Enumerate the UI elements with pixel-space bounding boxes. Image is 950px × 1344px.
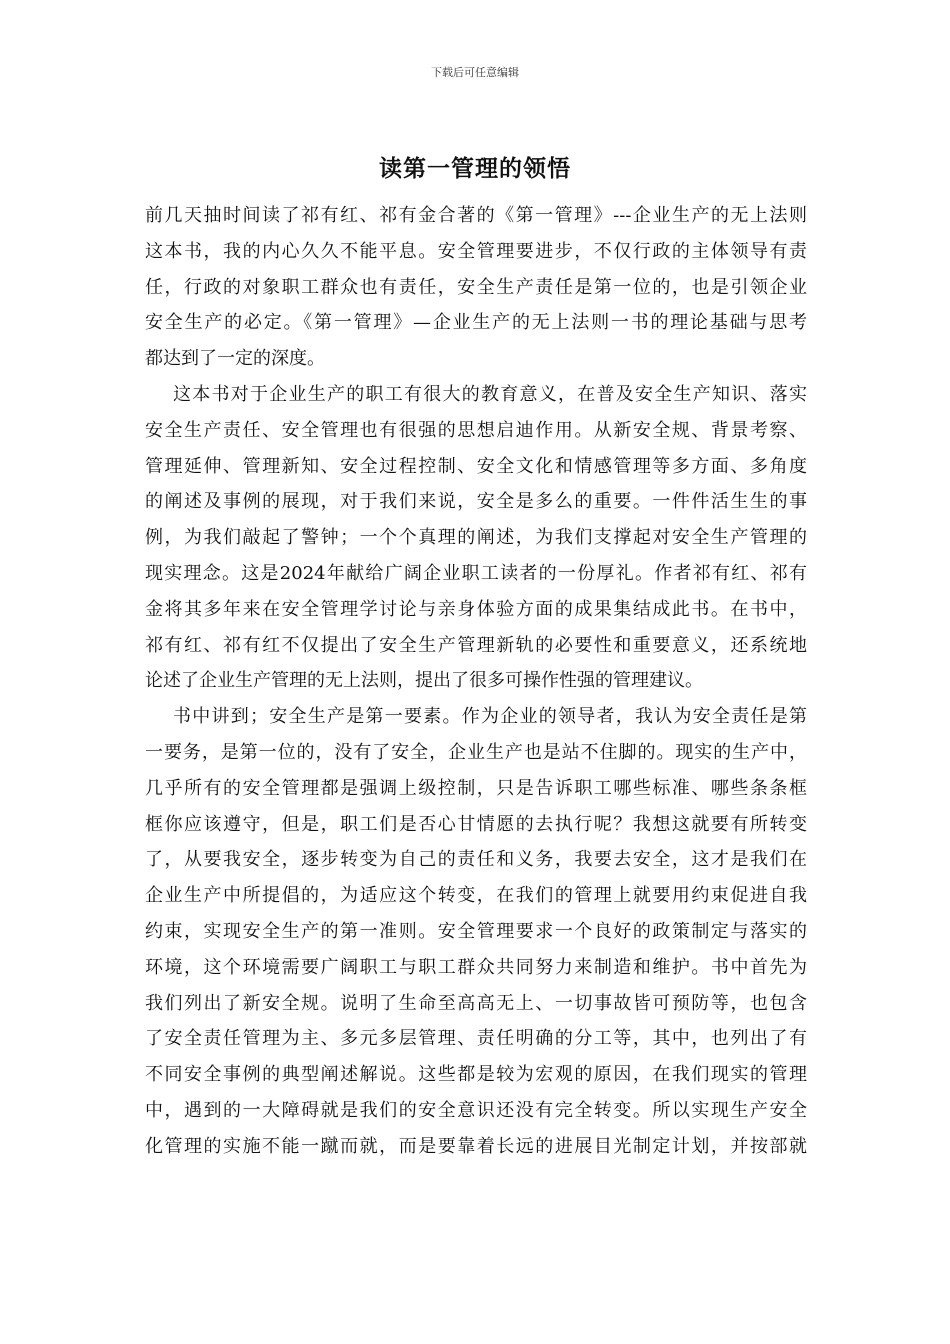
text-line: 不同安全事例的典型阐述解说。这些都是较为宏观的原因，在我们现实的管理 bbox=[145, 1064, 807, 1086]
text-line: 我们列出了新安全规。说明了生命至高高无上、一切事故皆可预防等，也包含 bbox=[145, 992, 807, 1014]
text-line: 任，行政的对象职工群众也有责任，安全生产责任是第一位的，也是引领企业 bbox=[145, 276, 807, 298]
text-line: 金将其多年来在安全管理学讨论与亲身体验方面的成果集结成此书。在书中， bbox=[145, 598, 807, 620]
text-line: 了安全责任管理为主、多元多层管理、责任明确的分工等，其中，也列出了有 bbox=[145, 1028, 807, 1050]
text-line: 框你应该遵守，但是，职工们是否心甘情愿的去执行呢？我想这就要有所转变 bbox=[145, 813, 807, 835]
paragraph-2 bbox=[145, 377, 807, 699]
header-note: 下载后可任意编辑 bbox=[431, 66, 519, 79]
document-body bbox=[145, 198, 807, 1165]
text-line: 论述了企业生产管理的无上法则，提出了很多可操作性强的管理建议。 bbox=[145, 670, 703, 692]
text-line: 这本书，我的内心久久不能平息。安全管理要进步，不仅行政的主体领导有责 bbox=[145, 240, 807, 262]
text-line: 几乎所有的安全管理都是强调上级控制，只是告诉职工哪些标准、哪些条条框 bbox=[145, 777, 807, 799]
text-line: 安全生产责任、安全管理也有很强的思想启迪作用。从新安全规、背景考察、 bbox=[145, 419, 807, 441]
text-line: 现实理念。这是2024年献给广阔企业职工读者的一份厚礼。作者祁有红、祁有 bbox=[145, 562, 807, 584]
text-line: 这本书对于企业生产的职工有很大的教育意义，在普及安全生产知识、落实 bbox=[173, 383, 807, 405]
text-line: 管理延伸、管理新知、安全过程控制、安全文化和情感管理等多方面、多角度 bbox=[145, 455, 807, 477]
text-line: 前几天抽时间读了祁有红、祁有金合著的《第一管理》---企业生产的无上法则 bbox=[145, 205, 807, 226]
document-title: 读第一管理的领悟 bbox=[379, 155, 571, 182]
text-line: 的阐述及事例的展现，对于我们来说，安全是多么的重要。一件件活生生的事 bbox=[145, 491, 807, 513]
text-line: 例，为我们敲起了警钟；一个个真理的阐述，为我们支撑起对安全生产管理的 bbox=[145, 527, 807, 549]
text-line: 了，从要我安全，逐步转变为自己的责任和义务，我要去安全，这才是我们在 bbox=[145, 849, 807, 871]
paragraph-3 bbox=[145, 699, 807, 1164]
text-line: 环境，这个环境需要广阔职工与职工群众共同努力来制造和维护。书中首先为 bbox=[145, 956, 807, 978]
text-line: 一要务，是第一位的，没有了安全，企业生产也是站不住脚的。现实的生产中， bbox=[145, 741, 807, 763]
text-line: 祁有红、祁有红不仅提出了安全生产管理新轨的必要性和重要意义，还系统地 bbox=[145, 634, 807, 656]
paragraph-1 bbox=[145, 198, 807, 377]
text-line: 化管理的实施不能一蹴而就，而是要靠着长远的进展目光制定计划，并按部就 bbox=[145, 1135, 807, 1157]
text-line: 约束，实现安全生产的第一准则。安全管理要求一个良好的政策制定与落实的 bbox=[145, 920, 807, 942]
text-line: 中，遇到的一大障碍就是我们的安全意识还没有完全转变。所以实现生产安全 bbox=[145, 1099, 807, 1121]
text-line: 企业生产中所提倡的，为适应这个转变，在我们的管理上就要用约束促进自我 bbox=[145, 885, 807, 907]
text-line: 书中讲到；安全生产是第一要素。作为企业的领导者，我认为安全责任是第 bbox=[173, 706, 807, 728]
text-line: 安全生产的必定。《第一管理》—企业生产的无上法则一书的理论基础与思考 bbox=[145, 312, 807, 334]
text-line: 都达到了一定的深度。 bbox=[145, 348, 325, 370]
